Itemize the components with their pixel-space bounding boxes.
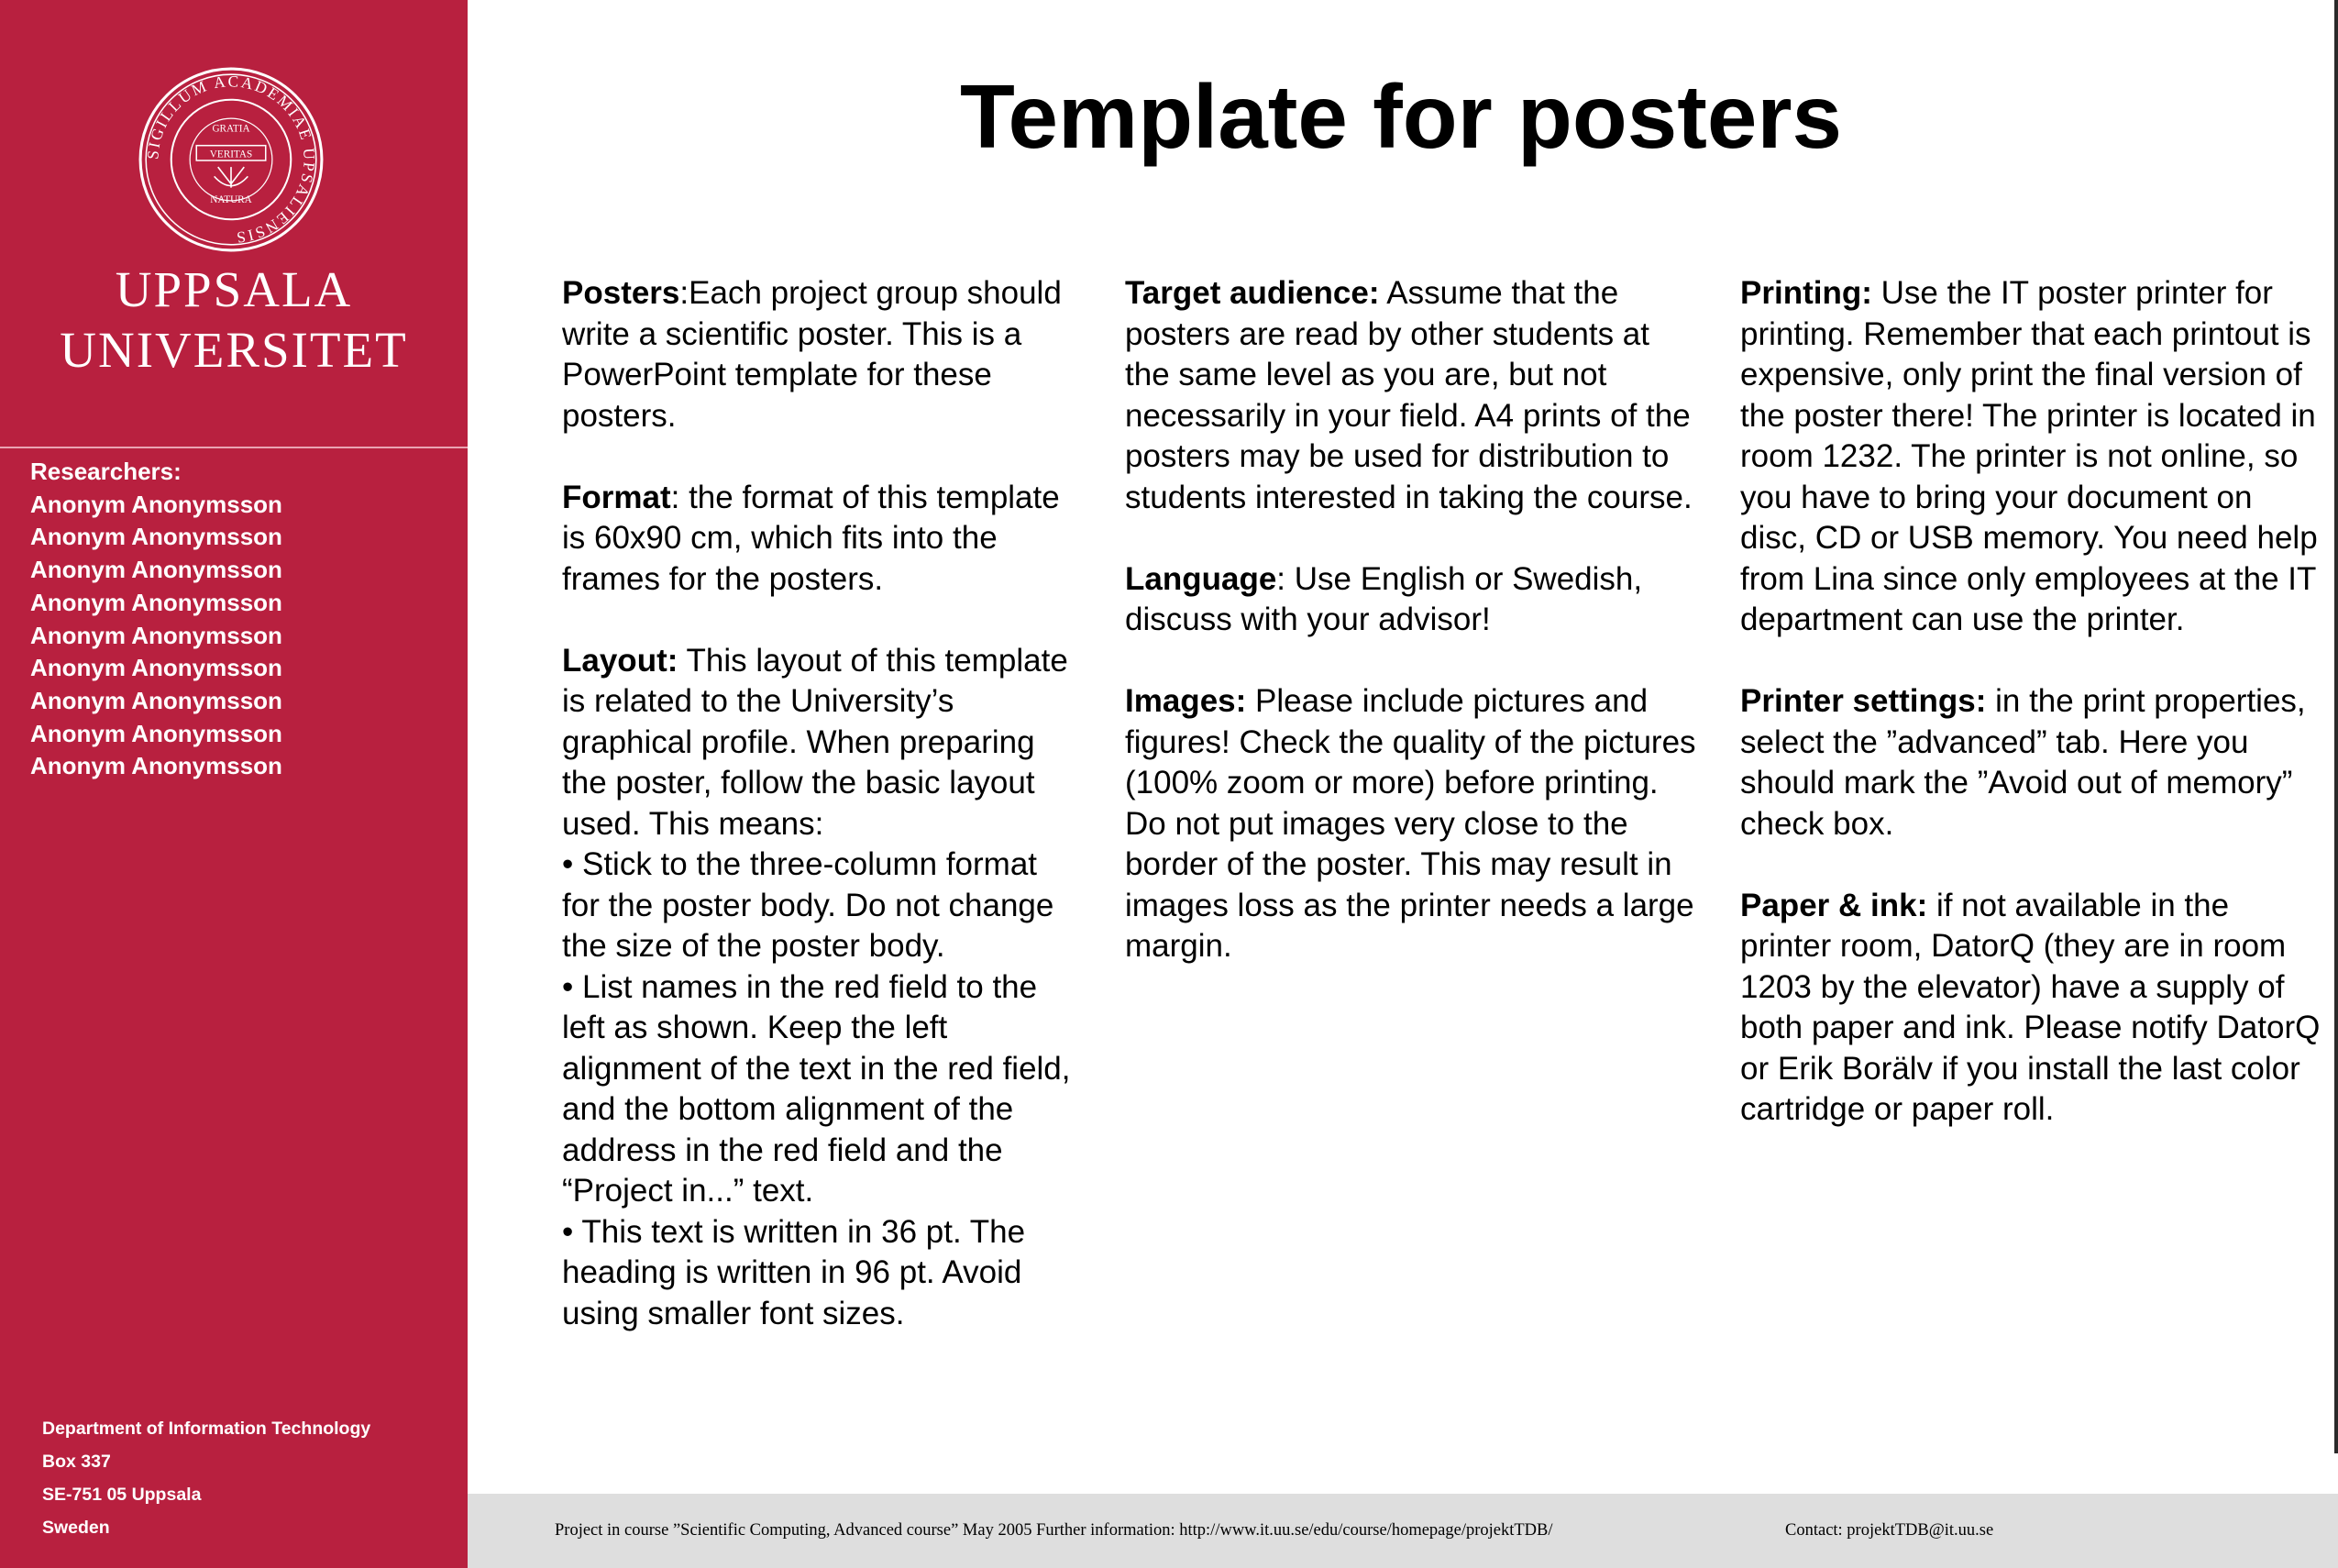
layout-bullet-3: • This text is written in 36 pt. The heading is written in 96 pt. Avoid using smaller font sizes.	[562, 1213, 1026, 1331]
paper-ink-text: if not available in the printer room, DatorQ (they are in room 1203 by the elevator) have a supply of both paper and ink. Please notify DatorQ or Erik Borälv if you install the last color cartridge or paper roll.	[1740, 887, 2321, 1127]
svg-text:VERITAS: VERITAS	[209, 149, 253, 160]
researcher-name: Anonym Anonymsson	[30, 523, 282, 551]
printer-settings-label: Printer settings:	[1740, 683, 1987, 719]
column-1	[562, 273, 1075, 1334]
sidebar-divider	[0, 447, 468, 448]
images-paragraph	[1125, 681, 1703, 967]
footer-bar	[468, 1494, 2338, 1568]
paper-ink-label: Paper & ink:	[1740, 887, 1928, 923]
researcher-name: Anonym Anonymsson	[30, 621, 282, 649]
layout-text: This layout of this template is related to the University’s graphical profile. When preparing the poster, follow the basic layout used. This means:	[562, 642, 1068, 842]
svg-text:SIGILLUM ACADEMIAE UPSALIENSIS: SIGILLUM ACADEMIAE UPSALIENSIS	[144, 72, 318, 247]
researchers-list	[30, 456, 282, 783]
researcher-name: Anonym Anonymsson	[30, 752, 282, 780]
poster-right-border	[2334, 0, 2338, 1453]
researcher-name: Anonym Anonymsson	[30, 686, 282, 714]
department-address	[42, 1412, 370, 1544]
language-paragraph	[1125, 559, 1703, 641]
layout-paragraph	[562, 641, 1075, 845]
researcher-name: Anonym Anonymsson	[30, 588, 282, 616]
printer-settings-text: in the print properties, select the ”advanced” tab. Here you should mark the ”Avoid out of memory” check box.	[1740, 683, 2306, 842]
researcher-name: Anonym Anonymsson	[30, 490, 282, 518]
address-country: Sweden	[42, 1518, 110, 1538]
printing-text: Use the IT poster printer for printing. Remember that each printout is expensive, only print the final version of the poster there! The printer is located in room 1232. The printer is not online, so you have to bring your document on disc, CD or USB memory. You need help from Lina since only employees at the IT department can use the printer.	[1740, 275, 2318, 637]
layout-bullet-2: • List names in the red field to the left as shown. Keep the left alignment of the text in the red field, and the bottom alignment of the address in the red field and the “Project in...” text.	[562, 968, 1071, 1209]
images-label: Images:	[1125, 683, 1247, 719]
svg-text:NATURA: NATURA	[210, 193, 252, 205]
researcher-name: Anonym Anonymsson	[30, 654, 282, 682]
footer-project-info: Project in course ”Scientific Computing, Advanced course” May 2005 Further information: http://www.it.uu.se/edu/course/homepage/projektTDB/	[555, 1521, 1553, 1540]
svg-text:GRATIA: GRATIA	[212, 123, 250, 135]
posters-label: Posters	[562, 275, 680, 311]
audience-label: Target audience:	[1125, 275, 1380, 311]
column-2	[1125, 273, 1703, 1008]
poster-title: Template for posters	[959, 66, 1843, 167]
address-box: Box 337	[42, 1452, 111, 1472]
language-label: Language	[1125, 560, 1277, 597]
posters-paragraph	[562, 273, 1075, 436]
footer-contact: Contact: projektTDB@it.uu.se	[1785, 1521, 1994, 1540]
audience-text: Assume that the posters are read by other students at the same level as you are, but not necessarily in your field. A4 prints of the posters may be used for distribution to students interested in taking the course.	[1125, 275, 1693, 515]
printer-settings-paragraph	[1740, 681, 2323, 845]
audience-paragraph	[1125, 273, 1703, 518]
university-name-line1: UPPSALA	[115, 261, 353, 317]
researchers-heading: Researchers:	[30, 458, 182, 485]
column-3	[1740, 273, 2323, 1171]
researcher-name: Anonym Anonymsson	[30, 719, 282, 747]
posters-text: :Each project group should write a scientific poster. This is a PowerPoint template for these posters.	[562, 275, 1062, 434]
format-text: : the format of this template is 60x90 cm, which fits into the frames for the posters.	[562, 479, 1060, 597]
researcher-name: Anonym Anonymsson	[30, 556, 282, 584]
university-seal-icon	[138, 66, 325, 253]
language-text: : Use English or Swedish, discuss with your advisor!	[1125, 560, 1643, 637]
printing-label: Printing:	[1740, 275, 1872, 311]
format-label: Format	[562, 479, 671, 515]
layout-bullet-1: • Stick to the three-column format for the poster body. Do not change the size of the poster body.	[562, 846, 1054, 964]
images-text: Please include pictures and figures! Check the quality of the pictures (100% zoom or more) before printing. Do not put images very close to the border of the poster. This may result in images loss as the printer needs a large margin.	[1125, 683, 1696, 964]
printing-paragraph	[1740, 273, 2323, 641]
paper-ink-paragraph	[1740, 886, 2323, 1131]
university-name-line2: UNIVERSITET	[60, 322, 408, 378]
sidebar	[0, 0, 468, 1568]
address-city: SE-751 05 Uppsala	[42, 1485, 202, 1505]
address-department: Department of Information Technology	[42, 1419, 371, 1439]
layout-label: Layout:	[562, 642, 678, 679]
format-paragraph	[562, 478, 1075, 601]
